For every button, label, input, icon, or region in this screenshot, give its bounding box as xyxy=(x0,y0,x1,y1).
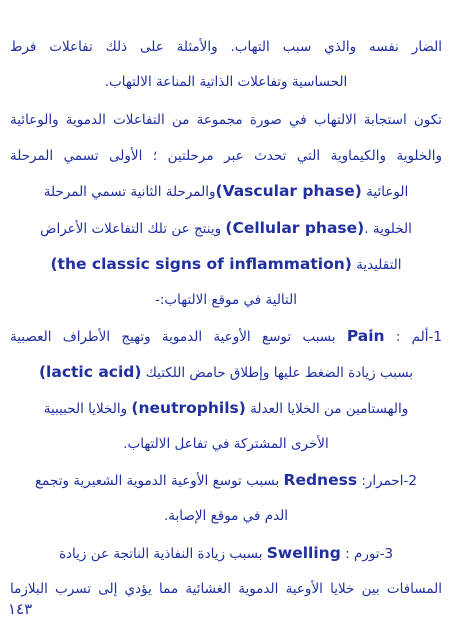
english-term: (the classic signs of inflammation) xyxy=(50,255,352,273)
page-number: ١٤٣ xyxy=(8,600,33,618)
text-line-15: 3-تورم : Swelling بسبب زيادة النفاذية الناتجة عن زيادة xyxy=(58,544,394,562)
text-line-2: الحساسية وتفاعلات الذاتية المناعة الالتهاب. xyxy=(104,74,348,90)
text-line-16: المسافات بين خلايا الأوعية الدموية الغشائية مما يؤدي إلى تسرب البلازما xyxy=(10,581,442,597)
text-line-5: الوعائية (Vascular phase)والمرحلة الثانية تسمي المرحلة xyxy=(43,182,409,200)
english-term: (neutrophils) xyxy=(131,399,246,417)
english-term: (Cellular phase) xyxy=(225,219,365,237)
text-line-7: التقليدية (the classic signs of inflammation) xyxy=(50,255,402,273)
text-line-3: تكون استجابة الالتهاب في صورة مجموعة من التفاعلات الدموية والوعائية xyxy=(10,112,442,128)
text-line-8: التالية في موقع الالتهاب:- xyxy=(154,292,297,308)
english-term: Pain xyxy=(346,327,385,345)
english-term: Swelling xyxy=(266,544,341,562)
english-term: (lactic acid) xyxy=(38,363,142,381)
text-line-9: 1-ألم : Pain بسبب توسع الأوعية الدموية وتهيج الأطراف العصبية xyxy=(10,327,442,345)
text-line-14: الدم في موقع الإصابة. xyxy=(163,508,289,524)
text-line-13: 2-احمرار: Redness بسبب توسع الأوعية الدموية الشعيرية وتجمع xyxy=(35,471,417,489)
text-line-11: والهستامين من الخلايا العدلة (neutrophils) والخلايا الحبيبية xyxy=(43,399,409,417)
text-line-4: والخلوية والكيماوية التي تحدث عبر مرحلتين ؛ الأولى تسمي المرحلة xyxy=(10,148,442,164)
text-line-12: الأخرى المشتركة في تفاعل الالتهاب. xyxy=(123,436,329,452)
text-line-1: الضار نفسه والذي سبب التهاب. والأمثلة على ذلك تفاعلات فرط xyxy=(10,39,442,55)
english-term: (Vascular phase) xyxy=(215,182,362,200)
text-line-10: بسبب زيادة الضغط عليها وإطلاق حامض اللكتيك (lactic acid) xyxy=(38,363,414,381)
text-line-6: الخلوية .(Cellular phase) وينتج عن تلك التفاعلات الأعراض xyxy=(40,219,412,237)
english-term: Redness xyxy=(283,471,358,489)
